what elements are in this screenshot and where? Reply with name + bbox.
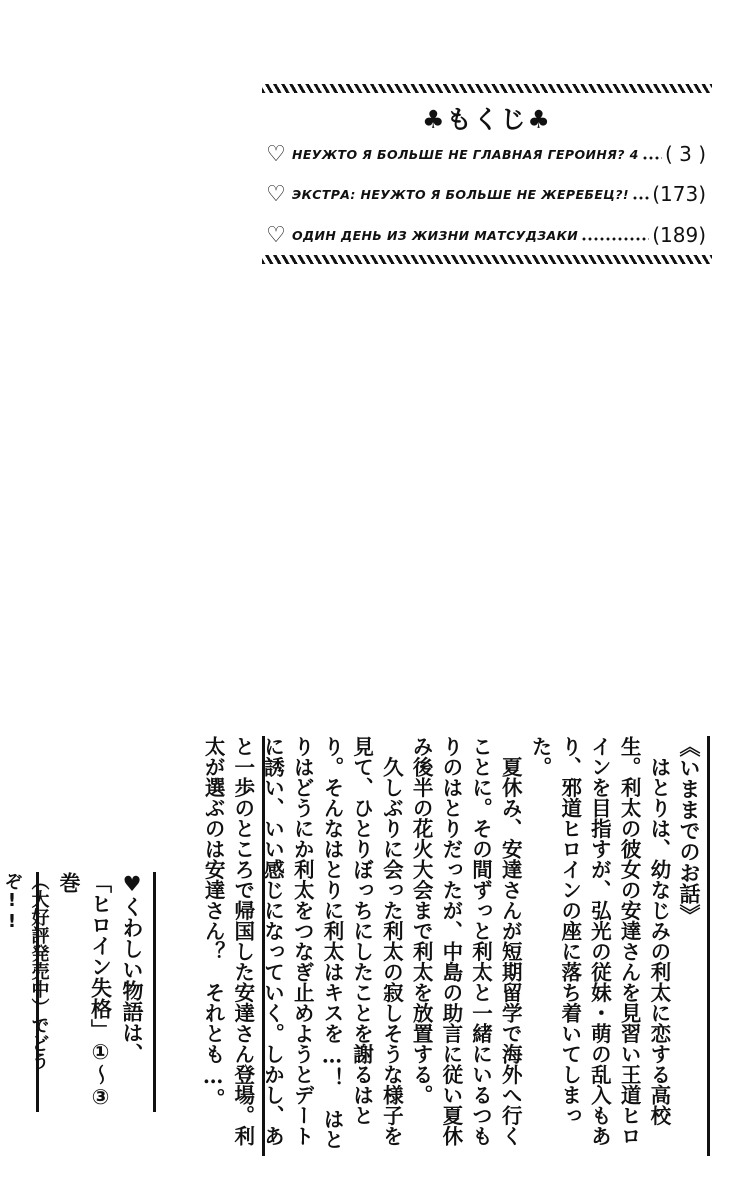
toc-entry-label: НЕУЖТО Я БОЛЬШЕ НЕ ГЛАВНАЯ ГЕРОИНЯ? 4 [292,146,639,162]
leader-dots [581,237,649,241]
volume-note-box [1,872,156,1112]
toc-entry-page: (189) [652,223,706,247]
story-paragraph: 夏休み、安達さんが短期留学で海外へ行くことに。その間ずっと利太と一緒にいるつもりのはとりだったが、中島の助言に従い夏休み後半の花火大会まで利太を放置する。 [409,736,523,1146]
volume-note-line: ♥くわしい物語は、 [120,872,144,1064]
story-summary-box [201,736,710,1156]
toc-entry[interactable] [262,178,706,210]
toc-entry-label: ЭКСТРА: НЕУЖТО Я БОЛЬШЕ НЕ ЖЕРЕБЕЦ?! [292,186,630,202]
leader-dots [642,156,662,160]
story-paragraph: 久しぶりに会った利太の寂しそうな様子を見て、ひとりぼっちにしたことを謝るはとり。そんなはとりに利太はキスを…！ はとりはどうにか利太をつなぎ止めようとデートに誘い、いい感じになっていく。しかし、あと一歩のところで帰国した安達さん登場。利太が選ぶのは安達さん？ それとも…。 [201,736,404,1150]
heart-outline-icon: ♡ [266,141,286,167]
heart-outline-icon: ♡ [266,181,286,207]
toc-entry[interactable] [262,219,706,251]
toc-top-border [262,84,712,93]
toc-entry-page: ( 3 ) [664,142,706,166]
volume-note-line: （大好評発売中）でどうぞ!! [1,872,50,1070]
story-paragraph: はとりは、幼なじみの利太に恋する高校生。利太の彼女の安達さんを見習い王道ヒロインを目指すが、弘光の従妹・萌の乱入もあり、邪道ヒロインの座に落ち着いてしまった。 [527,736,671,1146]
volume-note-title: 「ヒロイン失格」①〜③巻 [57,872,113,1109]
toc-entry[interactable] [262,138,706,170]
toc-title: ♣もくじ♣ [422,105,552,134]
story-summary-title: 《いままでのお話》 [677,736,701,925]
toc-bottom-border [262,255,712,264]
toc-entry-label: ОДИН ДЕНЬ ИЗ ЖИЗНИ МАТСУДЗАКИ [292,227,579,243]
leader-dots [632,196,649,200]
heart-outline-icon: ♡ [266,222,286,248]
toc-entry-page: (173) [652,182,706,206]
